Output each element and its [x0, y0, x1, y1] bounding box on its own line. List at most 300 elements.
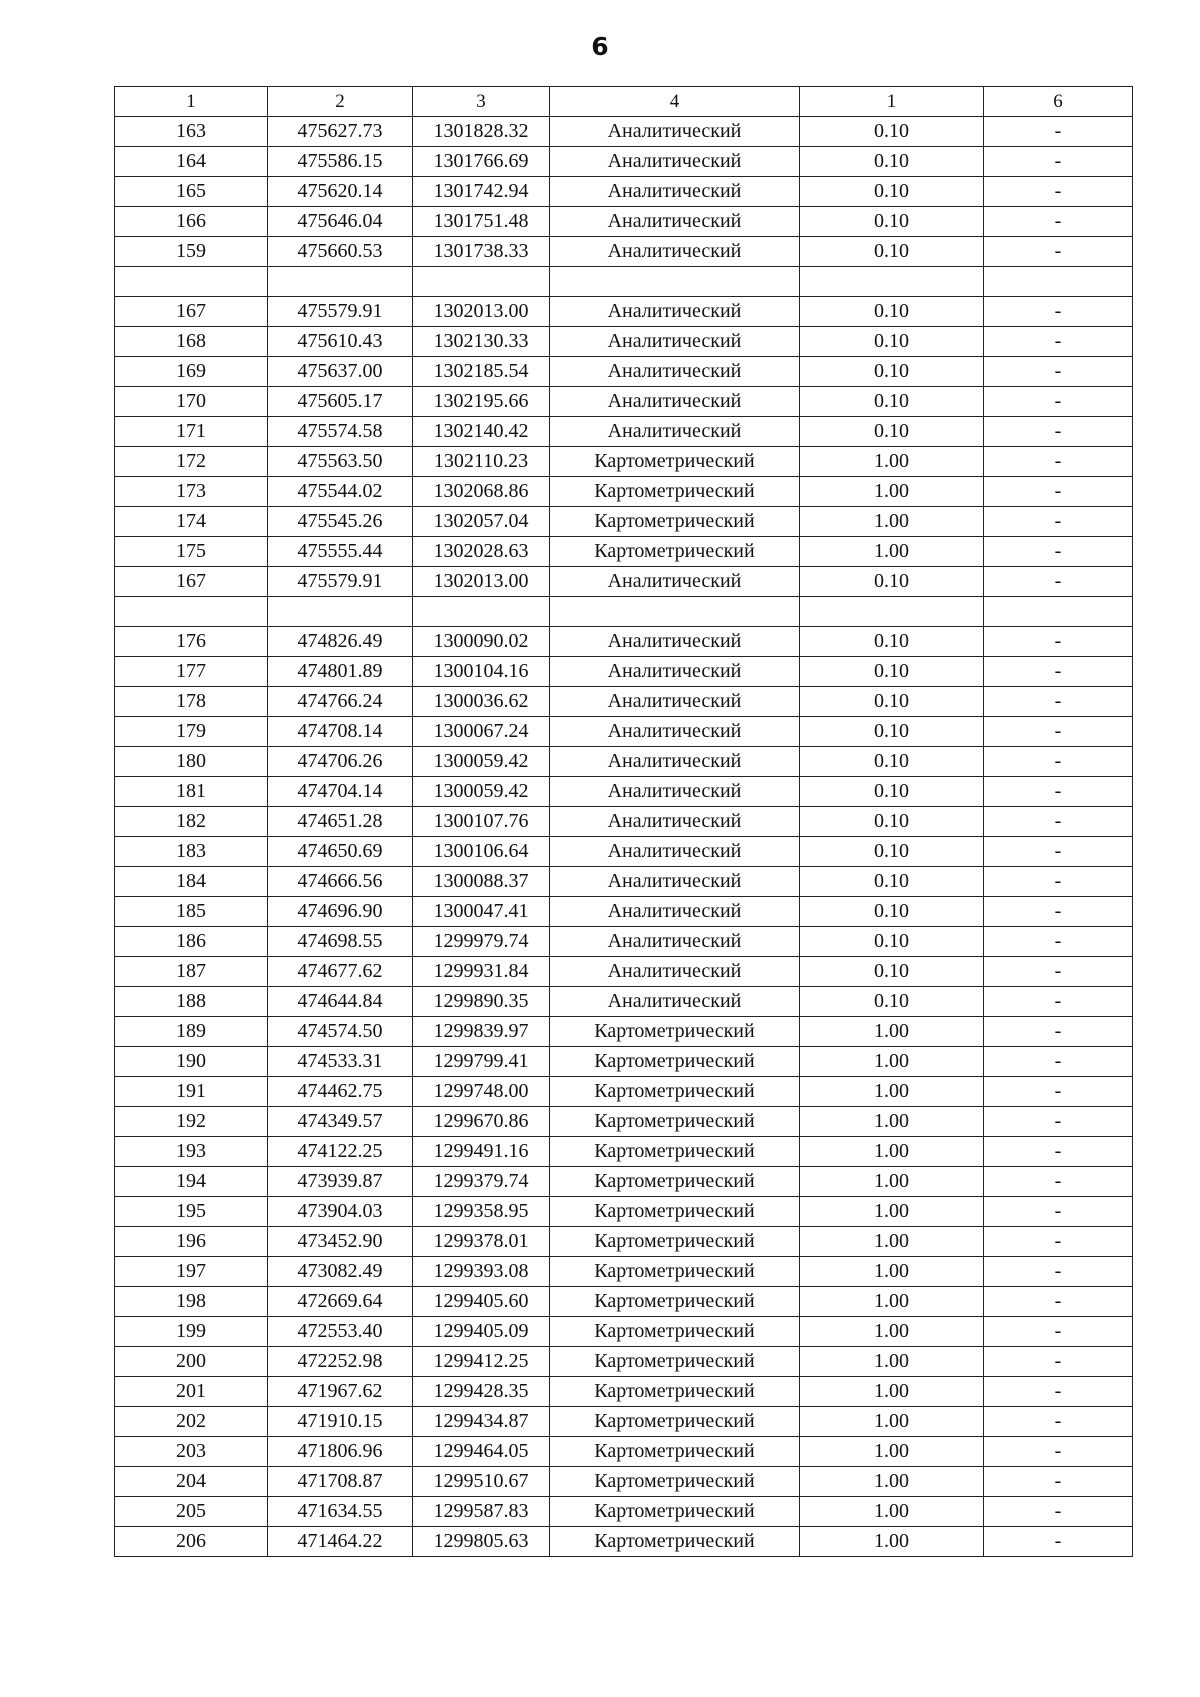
point-number-cell: 163 — [115, 117, 268, 147]
y-coordinate-cell: 1301751.48 — [413, 207, 550, 237]
point-number-cell: 196 — [115, 1227, 268, 1257]
method-cell: Картометрический — [550, 1377, 800, 1407]
description-cell: - — [984, 477, 1133, 507]
accuracy-cell: 0.10 — [800, 177, 984, 207]
description-cell: - — [984, 867, 1133, 897]
table-row — [115, 1527, 1133, 1557]
method-cell: Аналитический — [550, 627, 800, 657]
point-number-cell: 206 — [115, 1527, 268, 1557]
description-cell: - — [984, 987, 1133, 1017]
table-row — [115, 387, 1133, 417]
y-coordinate-cell: 1299890.35 — [413, 987, 550, 1017]
method-cell: Аналитический — [550, 777, 800, 807]
y-coordinate-cell: 1299405.60 — [413, 1287, 550, 1317]
point-number-cell: 188 — [115, 987, 268, 1017]
y-coordinate-cell: 1300067.24 — [413, 717, 550, 747]
header-cell-point: 1 — [115, 87, 268, 117]
point-number-cell: 166 — [115, 207, 268, 237]
table-row — [115, 1467, 1133, 1497]
method-cell: Картометрический — [550, 447, 800, 477]
x-coordinate-cell: 474349.57 — [268, 1107, 413, 1137]
x-coordinate-cell: 473904.03 — [268, 1197, 413, 1227]
accuracy-cell: 1.00 — [800, 1167, 984, 1197]
x-coordinate-cell: 475660.53 — [268, 237, 413, 267]
point-number-cell: 171 — [115, 417, 268, 447]
method-cell: Картометрический — [550, 1407, 800, 1437]
accuracy-cell: 0.10 — [800, 357, 984, 387]
x-coordinate-cell: 475555.44 — [268, 537, 413, 567]
table-row — [115, 1287, 1133, 1317]
description-cell: - — [984, 1347, 1133, 1377]
description-cell: - — [984, 447, 1133, 477]
point-number-cell: 178 — [115, 687, 268, 717]
y-coordinate-cell: 1299491.16 — [413, 1137, 550, 1167]
method-cell: Картометрический — [550, 1497, 800, 1527]
x-coordinate-cell: 471910.15 — [268, 1407, 413, 1437]
method-cell: Аналитический — [550, 957, 800, 987]
description-cell: - — [984, 1497, 1133, 1527]
table-row — [115, 1167, 1133, 1197]
description-cell: - — [984, 1227, 1133, 1257]
method-cell: Картометрический — [550, 1317, 800, 1347]
y-coordinate-cell: 1302013.00 — [413, 567, 550, 597]
y-coordinate-cell: 1302068.86 — [413, 477, 550, 507]
table-row — [115, 327, 1133, 357]
point-number-cell: 200 — [115, 1347, 268, 1377]
accuracy-cell: 1.00 — [800, 447, 984, 477]
accuracy-cell: 0.10 — [800, 207, 984, 237]
x-coordinate-cell: 474650.69 — [268, 837, 413, 867]
description-cell: - — [984, 897, 1133, 927]
point-number-cell: 191 — [115, 1077, 268, 1107]
accuracy-cell — [800, 267, 984, 297]
x-coordinate-cell: 474698.55 — [268, 927, 413, 957]
point-number-cell: 179 — [115, 717, 268, 747]
description-cell: - — [984, 1137, 1133, 1167]
x-coordinate-cell: 473082.49 — [268, 1257, 413, 1287]
method-cell: Картометрический — [550, 1467, 800, 1497]
point-number-cell: 190 — [115, 1047, 268, 1077]
point-number-cell: 205 — [115, 1497, 268, 1527]
accuracy-cell: 0.10 — [800, 987, 984, 1017]
description-cell: - — [984, 327, 1133, 357]
x-coordinate-cell: 473452.90 — [268, 1227, 413, 1257]
y-coordinate-cell: 1301828.32 — [413, 117, 550, 147]
point-number-cell: 177 — [115, 657, 268, 687]
accuracy-cell: 1.00 — [800, 1047, 984, 1077]
point-number-cell: 169 — [115, 357, 268, 387]
accuracy-cell: 0.10 — [800, 687, 984, 717]
y-coordinate-cell: 1302057.04 — [413, 507, 550, 537]
y-coordinate-cell: 1301742.94 — [413, 177, 550, 207]
x-coordinate-cell: 474533.31 — [268, 1047, 413, 1077]
y-coordinate-cell: 1302195.66 — [413, 387, 550, 417]
coordinates-table — [114, 86, 1133, 1557]
description-cell: - — [984, 537, 1133, 567]
x-coordinate-cell: 474766.24 — [268, 687, 413, 717]
method-cell: Аналитический — [550, 327, 800, 357]
description-cell: - — [984, 417, 1133, 447]
y-coordinate-cell: 1300047.41 — [413, 897, 550, 927]
x-coordinate-cell: 475579.91 — [268, 297, 413, 327]
table-row — [115, 1047, 1133, 1077]
point-number-cell: 192 — [115, 1107, 268, 1137]
y-coordinate-cell: 1299670.86 — [413, 1107, 550, 1137]
accuracy-cell: 0.10 — [800, 327, 984, 357]
description-cell: - — [984, 1047, 1133, 1077]
table-row — [115, 657, 1133, 687]
accuracy-cell: 1.00 — [800, 1287, 984, 1317]
table-row — [115, 507, 1133, 537]
accuracy-cell: 1.00 — [800, 1227, 984, 1257]
accuracy-cell: 1.00 — [800, 1467, 984, 1497]
method-cell: Аналитический — [550, 357, 800, 387]
x-coordinate-cell: 472669.64 — [268, 1287, 413, 1317]
table-row — [115, 1017, 1133, 1047]
table-row — [115, 537, 1133, 567]
description-cell — [984, 267, 1133, 297]
table-body — [115, 87, 1133, 1557]
x-coordinate-cell: 474574.50 — [268, 1017, 413, 1047]
method-cell: Картометрический — [550, 1167, 800, 1197]
table-row — [115, 237, 1133, 267]
table-separator-row — [115, 267, 1133, 297]
description-cell: - — [984, 117, 1133, 147]
point-number-cell: 186 — [115, 927, 268, 957]
x-coordinate-cell: 474677.62 — [268, 957, 413, 987]
description-cell: - — [984, 177, 1133, 207]
table-row — [115, 1227, 1133, 1257]
table-row — [115, 627, 1133, 657]
y-coordinate-cell: 1302110.23 — [413, 447, 550, 477]
table-row — [115, 1197, 1133, 1227]
table-row — [115, 1317, 1133, 1347]
x-coordinate-cell: 474462.75 — [268, 1077, 413, 1107]
method-cell: Картометрический — [550, 1287, 800, 1317]
y-coordinate-cell: 1299748.00 — [413, 1077, 550, 1107]
point-number-cell: 175 — [115, 537, 268, 567]
y-coordinate-cell: 1300088.37 — [413, 867, 550, 897]
method-cell: Аналитический — [550, 237, 800, 267]
method-cell: Аналитический — [550, 687, 800, 717]
accuracy-cell: 1.00 — [800, 1017, 984, 1047]
description-cell: - — [984, 1287, 1133, 1317]
table-row — [115, 117, 1133, 147]
y-coordinate-cell: 1299412.25 — [413, 1347, 550, 1377]
y-coordinate-cell: 1299587.83 — [413, 1497, 550, 1527]
description-cell: - — [984, 1167, 1133, 1197]
point-number-cell: 174 — [115, 507, 268, 537]
y-coordinate-cell: 1300090.02 — [413, 627, 550, 657]
y-coordinate-cell: 1299378.01 — [413, 1227, 550, 1257]
x-coordinate-cell — [268, 267, 413, 297]
accuracy-cell: 1.00 — [800, 1107, 984, 1137]
table-row — [115, 147, 1133, 177]
description-cell: - — [984, 147, 1133, 177]
method-cell: Картометрический — [550, 1437, 800, 1467]
y-coordinate-cell: 1299839.97 — [413, 1017, 550, 1047]
description-cell: - — [984, 1467, 1133, 1497]
table-row — [115, 687, 1133, 717]
table-row — [115, 357, 1133, 387]
x-coordinate-cell: 474826.49 — [268, 627, 413, 657]
accuracy-cell: 0.10 — [800, 927, 984, 957]
method-cell: Картометрический — [550, 537, 800, 567]
y-coordinate-cell: 1302130.33 — [413, 327, 550, 357]
accuracy-cell: 1.00 — [800, 1377, 984, 1407]
description-cell: - — [984, 1407, 1133, 1437]
accuracy-cell: 0.10 — [800, 807, 984, 837]
point-number-cell: 176 — [115, 627, 268, 657]
table-row — [115, 807, 1133, 837]
method-cell: Картометрический — [550, 1227, 800, 1257]
x-coordinate-cell: 471708.87 — [268, 1467, 413, 1497]
header-cell-method: 4 — [550, 87, 800, 117]
header-cell-description: 6 — [984, 87, 1133, 117]
table-row — [115, 717, 1133, 747]
table-row — [115, 297, 1133, 327]
accuracy-cell: 0.10 — [800, 387, 984, 417]
accuracy-cell: 0.10 — [800, 237, 984, 267]
y-coordinate-cell: 1299393.08 — [413, 1257, 550, 1287]
method-cell: Аналитический — [550, 747, 800, 777]
method-cell: Аналитический — [550, 117, 800, 147]
description-cell: - — [984, 567, 1133, 597]
x-coordinate-cell: 474704.14 — [268, 777, 413, 807]
y-coordinate-cell: 1300059.42 — [413, 747, 550, 777]
accuracy-cell: 1.00 — [800, 1347, 984, 1377]
accuracy-cell: 0.10 — [800, 777, 984, 807]
point-number-cell: 164 — [115, 147, 268, 177]
y-coordinate-cell: 1299931.84 — [413, 957, 550, 987]
method-cell: Аналитический — [550, 207, 800, 237]
description-cell: - — [984, 957, 1133, 987]
y-coordinate-cell: 1299358.95 — [413, 1197, 550, 1227]
y-coordinate-cell: 1299510.67 — [413, 1467, 550, 1497]
method-cell: Картометрический — [550, 1137, 800, 1167]
description-cell: - — [984, 657, 1133, 687]
y-coordinate-cell: 1299805.63 — [413, 1527, 550, 1557]
description-cell: - — [984, 837, 1133, 867]
point-number-cell: 197 — [115, 1257, 268, 1287]
method-cell: Аналитический — [550, 837, 800, 867]
accuracy-cell: 0.10 — [800, 897, 984, 927]
description-cell: - — [984, 297, 1133, 327]
point-number-cell — [115, 267, 268, 297]
x-coordinate-cell: 475637.00 — [268, 357, 413, 387]
method-cell: Картометрический — [550, 1047, 800, 1077]
x-coordinate-cell: 475646.04 — [268, 207, 413, 237]
description-cell: - — [984, 717, 1133, 747]
accuracy-cell: 1.00 — [800, 537, 984, 567]
point-number-cell: 165 — [115, 177, 268, 207]
table-separator-row — [115, 597, 1133, 627]
accuracy-cell: 1.00 — [800, 1257, 984, 1287]
method-cell: Аналитический — [550, 177, 800, 207]
accuracy-cell: 1.00 — [800, 477, 984, 507]
point-number-cell: 183 — [115, 837, 268, 867]
x-coordinate-cell: 472553.40 — [268, 1317, 413, 1347]
x-coordinate-cell: 474122.25 — [268, 1137, 413, 1167]
accuracy-cell: 0.10 — [800, 657, 984, 687]
table-row — [115, 957, 1133, 987]
accuracy-cell: 0.10 — [800, 297, 984, 327]
method-cell: Аналитический — [550, 657, 800, 687]
description-cell: - — [984, 1077, 1133, 1107]
x-coordinate-cell: 475544.02 — [268, 477, 413, 507]
table-row — [115, 1107, 1133, 1137]
x-coordinate-cell: 474696.90 — [268, 897, 413, 927]
method-cell: Аналитический — [550, 807, 800, 837]
point-number-cell: 195 — [115, 1197, 268, 1227]
x-coordinate-cell: 471806.96 — [268, 1437, 413, 1467]
accuracy-cell: 1.00 — [800, 1437, 984, 1467]
x-coordinate-cell: 474706.26 — [268, 747, 413, 777]
point-number-cell: 182 — [115, 807, 268, 837]
accuracy-cell: 0.10 — [800, 147, 984, 177]
description-cell: - — [984, 1437, 1133, 1467]
method-cell: Аналитический — [550, 927, 800, 957]
method-cell: Аналитический — [550, 717, 800, 747]
point-number-cell: 159 — [115, 237, 268, 267]
point-number-cell: 198 — [115, 1287, 268, 1317]
point-number-cell: 189 — [115, 1017, 268, 1047]
method-cell: Картометрический — [550, 1527, 800, 1557]
point-number-cell: 170 — [115, 387, 268, 417]
y-coordinate-cell: 1300107.76 — [413, 807, 550, 837]
accuracy-cell: 1.00 — [800, 1137, 984, 1167]
point-number-cell: 204 — [115, 1467, 268, 1497]
table-row — [115, 1497, 1133, 1527]
accuracy-cell: 0.10 — [800, 837, 984, 867]
x-coordinate-cell: 474708.14 — [268, 717, 413, 747]
point-number-cell: 172 — [115, 447, 268, 477]
method-cell: Картометрический — [550, 507, 800, 537]
header-cell-x: 2 — [268, 87, 413, 117]
x-coordinate-cell: 474644.84 — [268, 987, 413, 1017]
x-coordinate-cell: 471464.22 — [268, 1527, 413, 1557]
method-cell: Картометрический — [550, 1197, 800, 1227]
accuracy-cell: 0.10 — [800, 117, 984, 147]
accuracy-cell: 0.10 — [800, 867, 984, 897]
y-coordinate-cell: 1302013.00 — [413, 297, 550, 327]
description-cell: - — [984, 1377, 1133, 1407]
table-row — [115, 897, 1133, 927]
method-cell: Аналитический — [550, 297, 800, 327]
method-cell: Картометрический — [550, 1077, 800, 1107]
table-row — [115, 987, 1133, 1017]
y-coordinate-cell: 1301738.33 — [413, 237, 550, 267]
x-coordinate-cell: 475605.17 — [268, 387, 413, 417]
method-cell — [550, 597, 800, 627]
y-coordinate-cell: 1300036.62 — [413, 687, 550, 717]
point-number-cell: 180 — [115, 747, 268, 777]
y-coordinate-cell: 1302185.54 — [413, 357, 550, 387]
accuracy-cell — [800, 597, 984, 627]
method-cell: Аналитический — [550, 417, 800, 447]
description-cell: - — [984, 807, 1133, 837]
y-coordinate-cell: 1302028.63 — [413, 537, 550, 567]
description-cell: - — [984, 687, 1133, 717]
x-coordinate-cell: 472252.98 — [268, 1347, 413, 1377]
method-cell: Аналитический — [550, 567, 800, 597]
y-coordinate-cell: 1300059.42 — [413, 777, 550, 807]
accuracy-cell: 0.10 — [800, 627, 984, 657]
description-cell: - — [984, 507, 1133, 537]
y-coordinate-cell: 1301766.69 — [413, 147, 550, 177]
table-row — [115, 1437, 1133, 1467]
table-row — [115, 207, 1133, 237]
method-cell: Аналитический — [550, 147, 800, 177]
description-cell: - — [984, 207, 1133, 237]
header-cell-accuracy: 1 — [800, 87, 984, 117]
description-cell: - — [984, 1317, 1133, 1347]
method-cell: Аналитический — [550, 987, 800, 1017]
accuracy-cell: 0.10 — [800, 957, 984, 987]
x-coordinate-cell: 474651.28 — [268, 807, 413, 837]
accuracy-cell: 1.00 — [800, 507, 984, 537]
x-coordinate-cell: 471634.55 — [268, 1497, 413, 1527]
x-coordinate-cell: 475586.15 — [268, 147, 413, 177]
table-row — [115, 1137, 1133, 1167]
x-coordinate-cell: 475627.73 — [268, 117, 413, 147]
method-cell: Аналитический — [550, 897, 800, 927]
table-row — [115, 567, 1133, 597]
y-coordinate-cell: 1299799.41 — [413, 1047, 550, 1077]
method-cell: Картометрический — [550, 477, 800, 507]
point-number-cell: 201 — [115, 1377, 268, 1407]
description-cell: - — [984, 927, 1133, 957]
description-cell: - — [984, 777, 1133, 807]
point-number-cell: 187 — [115, 957, 268, 987]
page-number: 6 — [591, 32, 609, 61]
method-cell: Картометрический — [550, 1347, 800, 1377]
point-number-cell: 199 — [115, 1317, 268, 1347]
table-row — [115, 867, 1133, 897]
description-cell: - — [984, 627, 1133, 657]
table-row — [115, 1077, 1133, 1107]
description-cell: - — [984, 1017, 1133, 1047]
table-row — [115, 1377, 1133, 1407]
x-coordinate-cell: 471967.62 — [268, 1377, 413, 1407]
point-number-cell: 168 — [115, 327, 268, 357]
accuracy-cell: 0.10 — [800, 747, 984, 777]
description-cell: - — [984, 1107, 1133, 1137]
table-header-row — [115, 87, 1133, 117]
x-coordinate-cell: 474666.56 — [268, 867, 413, 897]
method-cell — [550, 267, 800, 297]
accuracy-cell: 0.10 — [800, 717, 984, 747]
y-coordinate-cell — [413, 267, 550, 297]
x-coordinate-cell: 475579.91 — [268, 567, 413, 597]
table-row — [115, 1347, 1133, 1377]
x-coordinate-cell: 475620.14 — [268, 177, 413, 207]
method-cell: Картометрический — [550, 1257, 800, 1287]
point-number-cell: 181 — [115, 777, 268, 807]
point-number-cell: 173 — [115, 477, 268, 507]
accuracy-cell: 1.00 — [800, 1317, 984, 1347]
y-coordinate-cell: 1299428.35 — [413, 1377, 550, 1407]
y-coordinate-cell — [413, 597, 550, 627]
y-coordinate-cell: 1299405.09 — [413, 1317, 550, 1347]
description-cell: - — [984, 1527, 1133, 1557]
point-number-cell: 167 — [115, 297, 268, 327]
table-row — [115, 417, 1133, 447]
table-row — [115, 777, 1133, 807]
point-number-cell: 194 — [115, 1167, 268, 1197]
description-cell: - — [984, 237, 1133, 267]
y-coordinate-cell: 1299379.74 — [413, 1167, 550, 1197]
